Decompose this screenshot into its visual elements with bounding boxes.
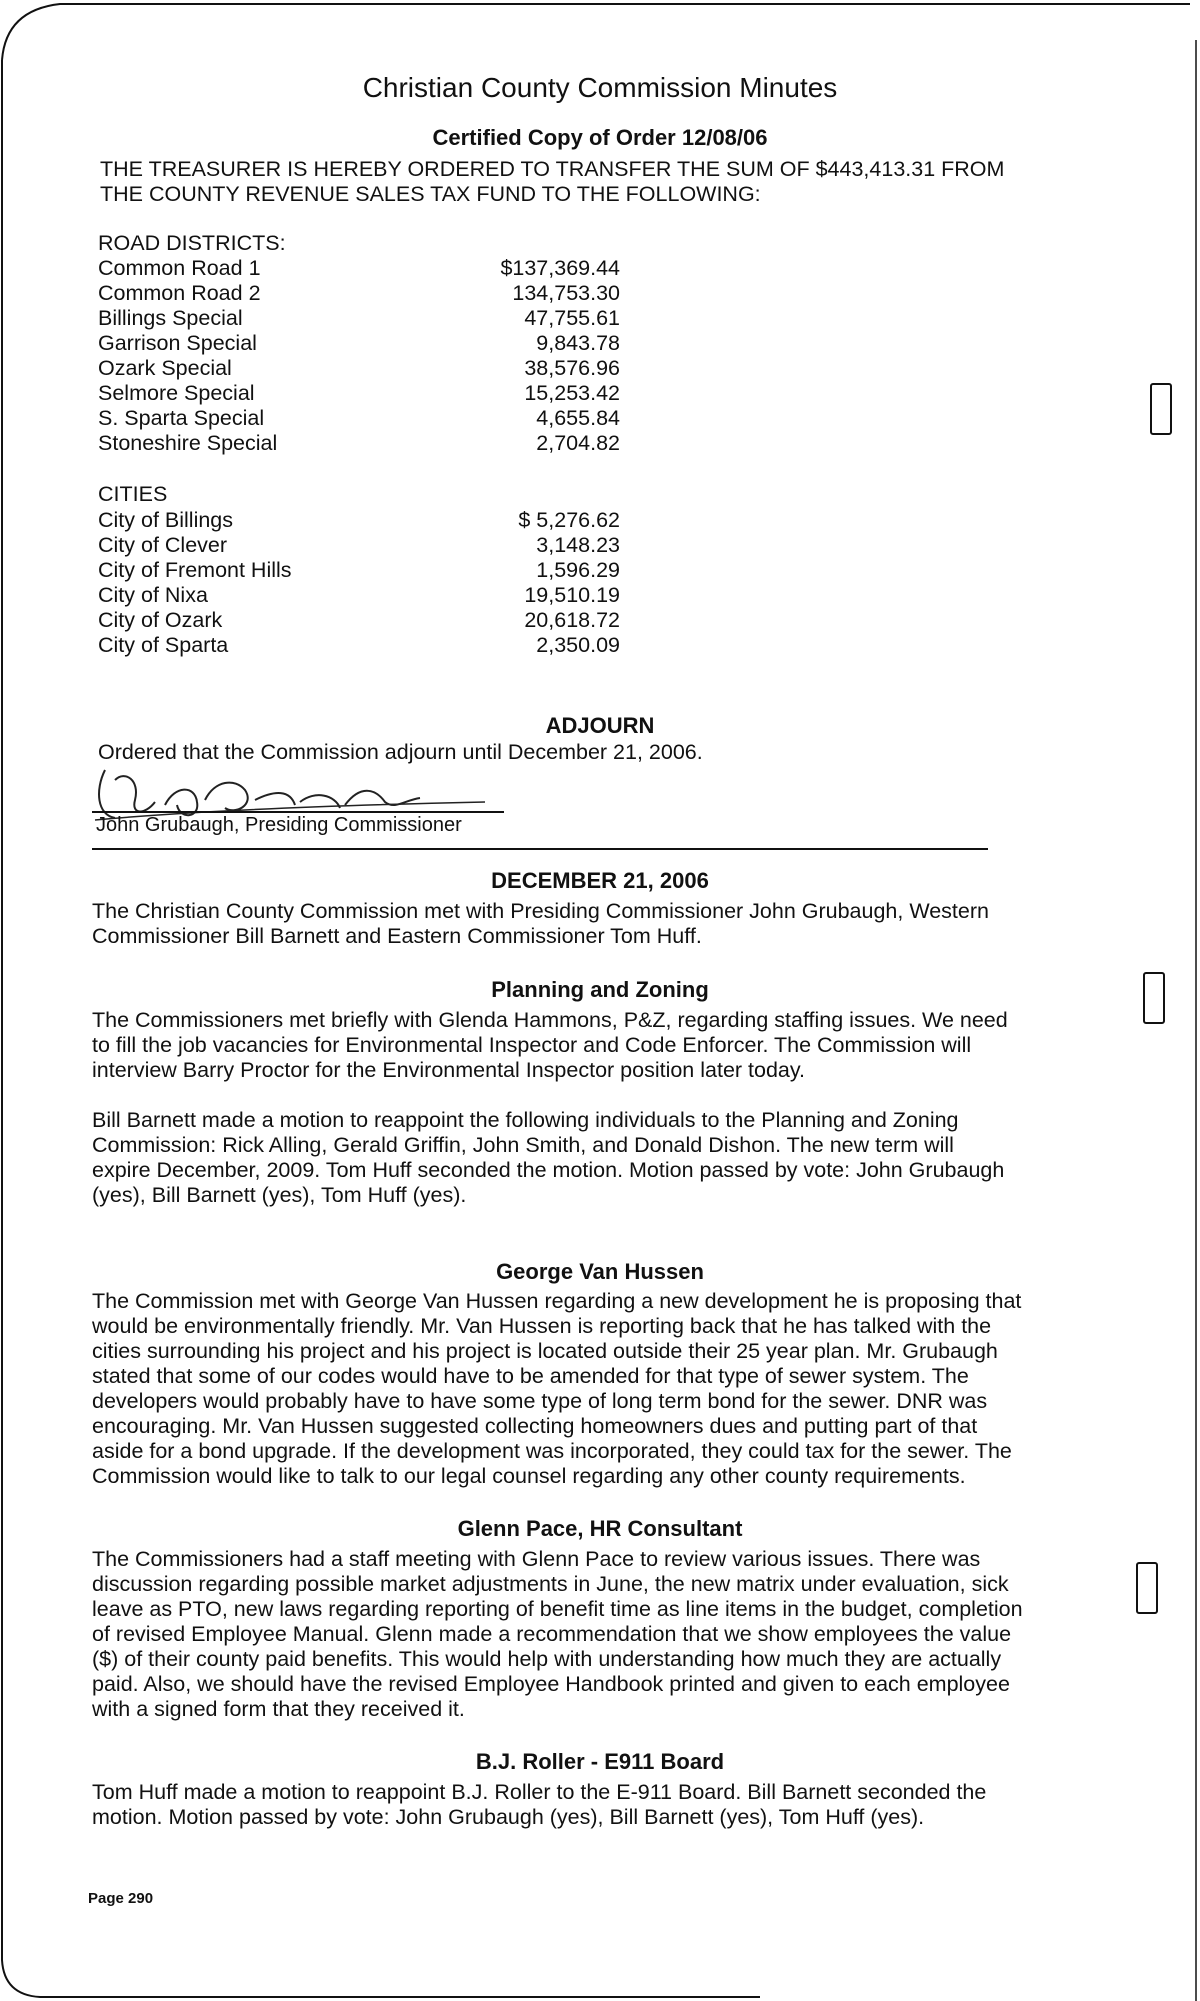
table-row-amount: 47,755.61 — [524, 306, 620, 330]
road-districts-header: ROAD DISTRICTS: — [98, 231, 286, 255]
table-row-amount: 19,510.19 — [524, 583, 620, 607]
table-row-amount: 1,596.29 — [536, 558, 620, 582]
paragraph-line: aside for a bond upgrade. If the development was incorporated, they could tax for the sewer. The — [92, 1439, 1012, 1463]
table-row-amount: 134,753.30 — [512, 281, 620, 305]
table-row-label: City of Ozark — [98, 608, 223, 632]
table-row-label: City of Nixa — [98, 583, 208, 607]
paragraph-line: The Christian County Commission met with Presiding Commissioner John Grubaugh, Western — [92, 899, 989, 923]
table-row-label: Billings Special — [98, 306, 243, 330]
table-row-label: Stoneshire Special — [98, 431, 278, 455]
paragraph-line: discussion regarding possible market adjustments in June, the new matrix under evaluation, sick — [92, 1572, 1009, 1596]
paragraph-line: of revised Employee Manual. Glenn made a recommendation that we show employees the value — [92, 1622, 1012, 1646]
paragraph-line: The Commissioners had a staff meeting with Glenn Pace to review various issues. There was — [92, 1547, 981, 1571]
adjourn-heading: ADJOURN — [545, 713, 655, 738]
table-row-label: Selmore Special — [98, 381, 255, 405]
paragraph-line: Commissioner Bill Barnett and Eastern Commissioner Tom Huff. — [92, 924, 702, 948]
order-heading: Certified Copy of Order 12/08/06 — [432, 125, 768, 150]
paragraph-line: stated that some of our codes would have to be amended for that type of sewer system. The — [92, 1364, 969, 1388]
order-text-line-2: THE COUNTY REVENUE SALES TAX FUND TO THE FOLLOWING: — [100, 182, 761, 206]
paragraph-line: developers would probably have to have some type of long term bond for the sewer. DNR was — [92, 1389, 988, 1413]
table-row-label: S. Sparta Special — [98, 406, 265, 430]
table-row-amount: 15,253.42 — [524, 381, 620, 405]
signature-line — [92, 811, 504, 813]
paragraph-line: leave as PTO, new laws regarding reporting of benefit time as line items in the budget, completion — [92, 1597, 1023, 1621]
paragraph-line: The Commission met with George Van Hussen regarding a new development he is proposing that — [92, 1289, 1022, 1313]
table-row-label: City of Sparta — [98, 633, 229, 657]
george-heading: George Van Hussen — [496, 1259, 704, 1284]
glenn-heading: Glenn Pace, HR Consultant — [457, 1516, 743, 1541]
table-row-label: City of Clever — [98, 533, 228, 557]
table-row-amount: 2,704.82 — [536, 431, 620, 455]
table-row-label: Common Road 1 — [98, 256, 261, 280]
paragraph-line: Bill Barnett made a motion to reappoint the following individuals to the Planning and Zoning — [92, 1108, 959, 1132]
date-heading: DECEMBER 21, 2006 — [491, 868, 709, 893]
table-row-label: Garrison Special — [98, 331, 257, 355]
paragraph-line: Commission would like to talk to our legal counsel regarding any other county requirements. — [92, 1464, 966, 1488]
paragraph-line: (yes), Bill Barnett (yes), Tom Huff (yes). — [92, 1183, 467, 1207]
paragraph-line: interview Barry Proctor for the Environmental Inspector position later today. — [92, 1058, 806, 1082]
paragraph-line: Commission: Rick Alling, Gerald Griffin, John Smith, and Donald Dishon. The new term will — [92, 1133, 954, 1157]
binder-hole-mark — [1150, 383, 1172, 435]
table-row-amount: 3,148.23 — [536, 533, 620, 557]
paragraph-line: The Commissioners met briefly with Glenda Hammons, P&Z, regarding staffing issues. We need — [92, 1008, 1008, 1032]
order-text-line-1: THE TREASURER IS HEREBY ORDERED TO TRANSFER THE SUM OF $443,413.31 FROM — [100, 157, 1005, 181]
table-row-label: City of Billings — [98, 508, 234, 532]
table-row-amount: 38,576.96 — [524, 356, 620, 380]
paragraph-line: to fill the job vacancies for Environmental Inspector and Code Enforcer. The Commission will — [92, 1033, 972, 1057]
table-row-amount: $ 5,276.62 — [518, 508, 620, 532]
paragraph-line: cities surrounding his project and his project is located outside their 25 year plan. Mr. Grubaugh — [92, 1339, 998, 1363]
table-row-amount: $137,369.44 — [500, 256, 620, 280]
paragraph-line: with a signed form that they received it. — [92, 1697, 465, 1721]
paragraph-line: encouraging. Mr. Van Hussen suggested collecting homeowners dues and putting part of that — [92, 1414, 978, 1438]
paragraph-line: motion. Motion passed by vote: John Grubaugh (yes), Bill Barnett (yes), Tom Huff (yes). — [92, 1805, 925, 1829]
signer-caption: John Grubaugh, Presiding Commissioner — [96, 814, 462, 836]
table-row-label: City of Fremont Hills — [98, 558, 292, 582]
table-row-amount: 20,618.72 — [524, 608, 620, 632]
table-row-amount: 4,655.84 — [536, 406, 620, 430]
page-title: Christian County Commission Minutes — [362, 72, 838, 103]
section-divider — [92, 848, 988, 850]
table-row-label: Common Road 2 — [98, 281, 261, 305]
page-number: Page 290 — [88, 1890, 154, 1907]
table-row-amount: 2,350.09 — [536, 633, 620, 657]
paragraph-line: would be environmentally friendly. Mr. Van Hussen is reporting back that he has talked with the — [92, 1314, 992, 1338]
adjourn-text: Ordered that the Commission adjourn until December 21, 2006. — [98, 740, 703, 764]
paragraph-line: paid. Also, we should have the revised Employee Handbook printed and given to each employee — [92, 1672, 1010, 1696]
table-row-amount: 9,843.78 — [536, 331, 620, 355]
binder-hole-mark — [1143, 972, 1165, 1024]
paragraph-line: ($) of their county paid benefits. This would help with understanding how much they are actually — [92, 1647, 1002, 1671]
table-row-label: Ozark Special — [98, 356, 232, 380]
bj-heading: B.J. Roller - E911 Board — [475, 1749, 725, 1774]
cities-header: CITIES — [98, 482, 168, 506]
planning-heading: Planning and Zoning — [491, 977, 709, 1002]
binder-hole-mark — [1136, 1562, 1158, 1614]
paragraph-line: Tom Huff made a motion to reappoint B.J. Roller to the E-911 Board. Bill Barnett seconded the — [92, 1780, 987, 1804]
paragraph-line: expire December, 2009. Tom Huff seconded the motion. Motion passed by vote: John Grubaugh — [92, 1158, 1005, 1182]
